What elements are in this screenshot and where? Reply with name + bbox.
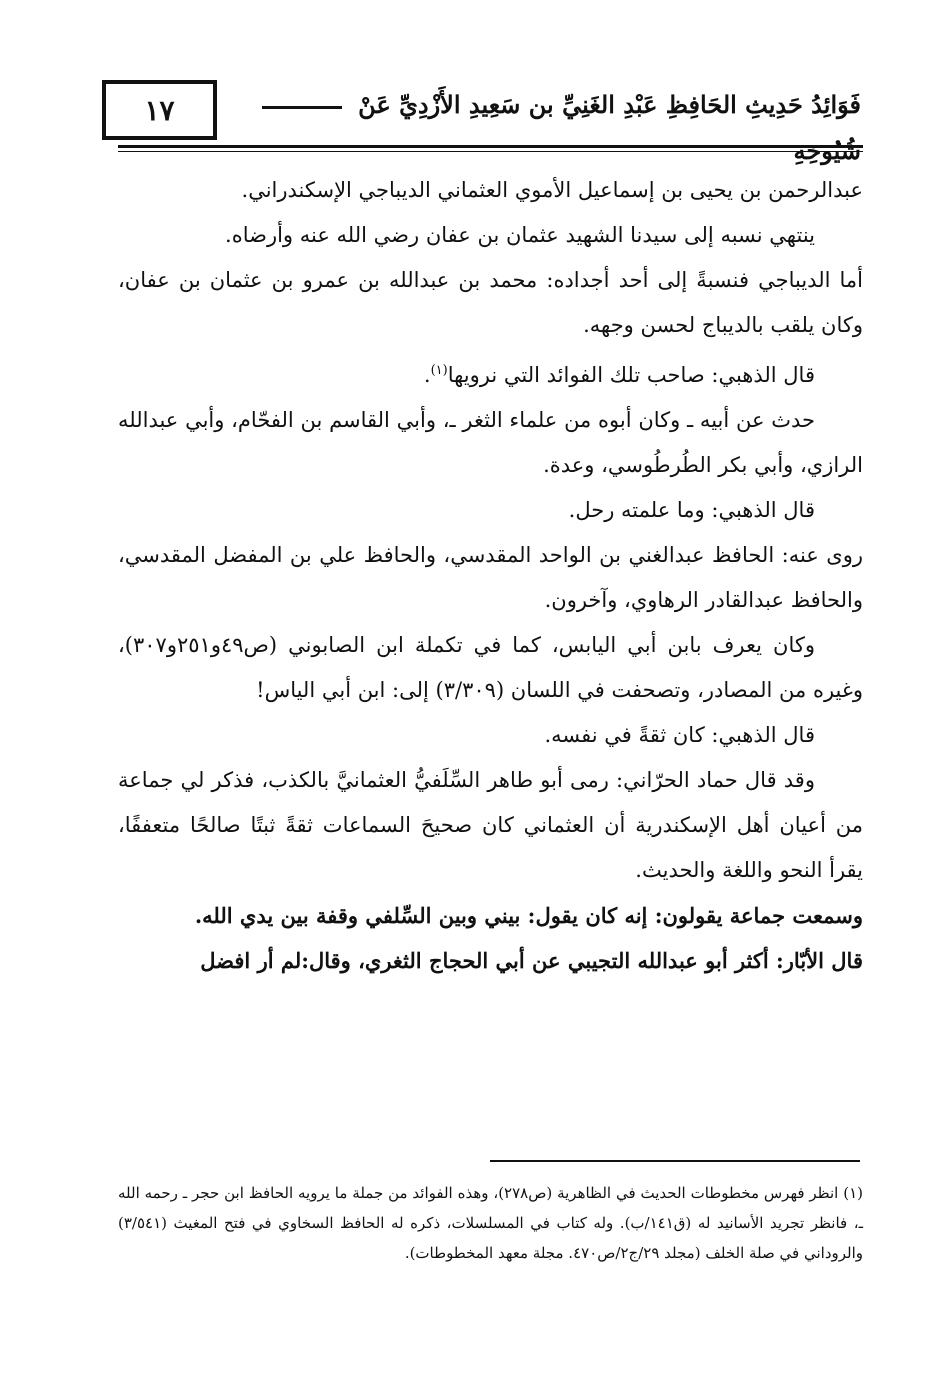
footnote-text: (١) انظر فهرس مخطوطات الحديث في الظاهرية (ص٢٧٨)، وهذه الفوائد من جملة ما يرويه الحافظ ابن حجر ـ رحمه الله ـ، فانظر تجريد الأسانيد له (ق١٤١/ب). وله كتاب في المسلسلات، ذكره له الحافظ السخاوي في فتح المغيث (٣/٥٤١) والروداني في صلة الخلف (مجلد ٢٩/ج٢/ص٤٧٠. مجلة معهد المخطوطات). — [118, 1184, 863, 1262]
main-text — [118, 168, 863, 983]
paragraph: وسمعت جماعة يقولون: إنه كان يقول: بيني وبين السِّلفي وقفة بين يدي الله. — [194, 903, 863, 928]
paragraph: أما الديباجي فنسبةً إلى أحد أجداده: محمد بن عبدالله بن عمرو بن عثمان بن عفان، وكان يلقب بالديباج لحسن وجهه. — [118, 268, 863, 337]
paragraph: قال الأبّار: أكثر أبو عبدالله التجيبي عن أبي الحجاج الثغري، وقال:لم أر افضل — [200, 948, 863, 973]
paragraph-text: قال الذهبي: صاحب تلك الفوائد التي نرويها — [447, 363, 815, 387]
paragraph-end: . — [423, 363, 431, 387]
paragraph — [118, 348, 863, 398]
paragraph: قال الذهبي: كان ثقةً في نفسه. — [544, 723, 815, 747]
paragraph: حدث عن أبيه ـ وكان أبوه من علماء الثغر ـ، وأبي القاسم بن الفحّام، وأبي عبدالله الرازي، وأبي بكر الطُرطُوسي، وعدة. — [118, 408, 863, 477]
paragraph: وكان يعرف بابن أبي اليابس، كما في تكملة ابن الصابوني (ص٤٩و٢٥١و٣٠٧)، وغيره من المصادر، وتصحفت في اللسان (٣/٣٠٩) إلى: ابن أبي الياس! — [118, 633, 863, 702]
footnote-separator — [490, 1160, 860, 1162]
paragraph: وقد قال حماد الحرّاني: رمى أبو طاهر السِّلَفيُّ العثمانيَّ بالكذب، فذكر لي جماعة من أعيان أهل الإسكندرية أن العثماني كان صحيحَ السماعات ثقةً ثبتًا صالحًا متعففًا، يقرأ النحو واللغة والحديث. — [118, 768, 863, 882]
footnote-ref: (١) — [430, 363, 448, 378]
paragraph: ينتهي نسبه إلى سيدنا الشهيد عثمان بن عفان رضي الله عنه وأرضاه. — [225, 223, 815, 247]
paragraph: روى عنه: الحافظ عبدالغني بن الواحد المقدسي، والحافظ علي بن المفضل المقدسي، والحافظ عبدالقادر الرهاوي، وآخرون. — [118, 543, 863, 612]
page-header — [0, 0, 941, 150]
header-rule-thick — [118, 145, 863, 148]
page-title: فَوَائِدُ حَدِيثِ الحَافِظِ عَبْدِ الغَنِيِّ بن سَعِيدِ الأَزْدِيِّ عَنْ — [358, 90, 861, 119]
footnote — [118, 1178, 863, 1268]
paragraph: عبدالرحمن بن يحيى بن إسماعيل الأموي العثماني الديباجي الإسكندراني. — [241, 178, 863, 202]
header-rule-thin — [118, 151, 863, 152]
page-number: ١٧ — [102, 80, 217, 140]
paragraph: قال الذهبي: وما علمته رحل. — [568, 498, 815, 522]
